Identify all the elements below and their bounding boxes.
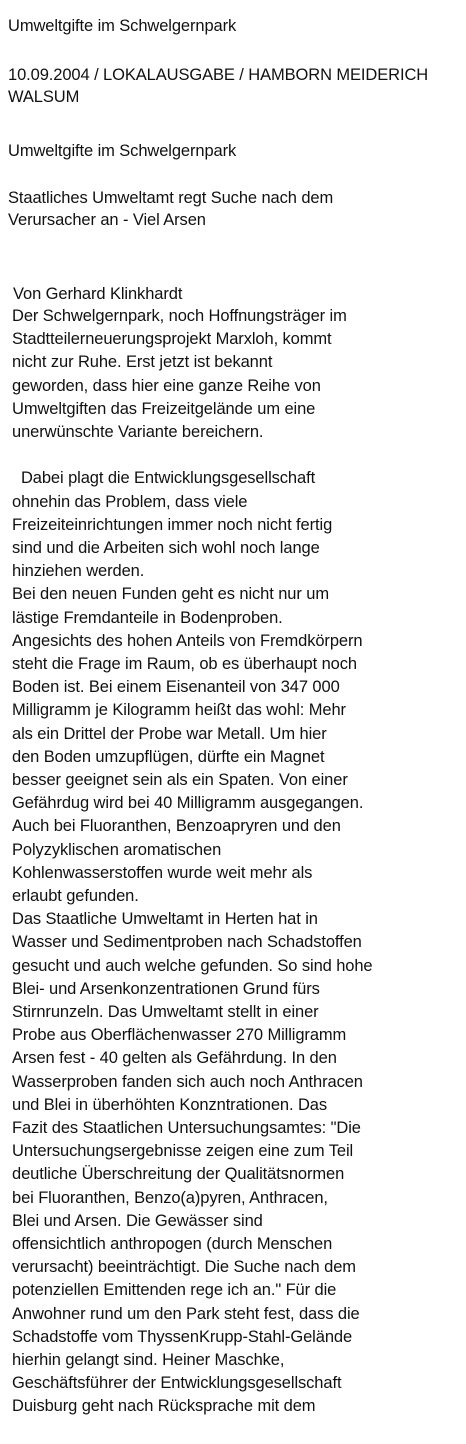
byline: Von Gerhard Klinkhardt <box>13 285 183 303</box>
article-body-line: Auch bei Fluoranthen, Benzoapryren und den <box>12 817 341 836</box>
article-body-line: Blei und Arsen. Die Gewässer sind <box>12 1211 263 1230</box>
article-body-line: nicht zur Ruhe. Erst jetzt ist bekannt <box>12 353 273 372</box>
article-body-line: Stirnrunzeln. Das Umweltamt stellt in einer <box>12 1003 319 1021</box>
article-body-line: als ein Drittel der Probe war Metall. Um hier <box>12 724 327 743</box>
article-body-line: Untersuchungsergebnisse zeigen eine zum Teil <box>12 1142 354 1161</box>
article-body-line: hierhin gelangt sind. Heiner Maschke, <box>12 1351 285 1369</box>
article-body-line: den Boden umzupflügen, dürfte ein Magnet <box>12 747 325 766</box>
article-body-line: Der Schwelgernpark, noch Hoffnungsträger im <box>12 307 347 325</box>
article-body-line: und Blei in überhöhten Konzntrationen. Das <box>12 1095 328 1114</box>
article-body-line: Dabei plagt die Entwicklungsgesellschaft <box>12 469 316 488</box>
article-body-line: Boden ist. Bei einem Eisenanteil von 347 000 <box>12 678 340 697</box>
article-body-line: besser geeignet sein als ein Spaten. Von einer <box>12 771 348 789</box>
article-subhead: Staatliches Umweltamt regt Suche nach dem <box>8 189 334 207</box>
article-body-line: lästige Fremdanteile in Bodenproben. <box>12 608 283 627</box>
article-body-line: erlaubt gefunden. <box>12 887 139 905</box>
article-body-line: Freizeiteinrichtungen immer noch nicht fertig <box>12 515 333 534</box>
article-body-line: Das Staatliche Umweltamt in Herten hat in <box>12 910 318 929</box>
document-title: Umweltgifte im Schwelgernpark <box>8 17 237 35</box>
article-body-line: Umweltgiften das Freizeitgelände um eine <box>12 399 316 418</box>
article-body-line: sind und die Arbeiten sich wohl noch lange <box>12 539 320 557</box>
dateline-continuation: WALSUM <box>8 88 80 106</box>
article-body-line: Bei den neuen Funden geht es nicht nur um <box>12 585 329 604</box>
article-body-line: Blei- und Arsenkonzentrationen Grund fürs <box>12 979 320 998</box>
article-body-line: Schadstoffe vom ThyssenKrupp-Stahl-Gelände <box>12 1327 353 1346</box>
article-body-line: deutliche Überschreitung der Qualitätsnormen <box>12 1165 345 1184</box>
article-body-line: offensichtlich anthropogen (durch Menschen <box>12 1235 333 1253</box>
article-body-line: Kohlenwasserstoffen wurde weit mehr als <box>12 863 313 882</box>
article-body-line: Fazit des Staatlichen Untersuchungsamtes: "Die <box>12 1119 361 1137</box>
article-headline: Umweltgifte im Schwelgernpark <box>8 142 237 160</box>
article-body-line: Wasser und Sedimentproben nach Schadstoffen <box>12 933 362 952</box>
article-body-line: Angesichts des hohen Anteils von Fremdkörpern <box>12 631 363 650</box>
article-body-line: Geschäftsführer der Entwicklungsgesellschaft <box>12 1374 342 1393</box>
article-body-line: Wasserproben fanden sich auch noch Anthracen <box>12 1072 363 1091</box>
article-body-line: potenziellen Emittenden rege ich an." Für die <box>12 1281 337 1300</box>
article-body-line: unerwünschte Variante bereichern. <box>12 423 264 441</box>
article-body-line: hinziehen werden. <box>12 562 145 581</box>
article-body-line: Arsen fest - 40 gelten als Gefährdung. In den <box>12 1049 337 1068</box>
article-body-line: bei Fluoranthen, Benzo(a)pyren, Anthracen, <box>12 1188 328 1207</box>
article-body-line: Duisburg geht nach Rücksprache mit dem <box>12 1397 316 1416</box>
article-body-line: verursacht) beeinträchtigt. Die Suche nach dem <box>12 1258 356 1277</box>
article-body-line: gesucht und auch welche gefunden. So sind hohe <box>12 956 373 975</box>
article-body-line: steht die Frage im Raum, ob es überhaupt noch <box>12 655 357 673</box>
article-subhead-continuation: Verursacher an - Viel Arsen <box>8 211 206 229</box>
dateline: 10.09.2004 / LOKALAUSGABE / HAMBORN MEIDERICH <box>8 66 429 84</box>
article-body-line: Stadtteilerneuerungsprojekt Marxloh, kommt <box>12 330 332 349</box>
article-body-line: Anwohner rund um den Park steht fest, dass die <box>12 1304 360 1323</box>
article-body-line: geworden, dass hier eine ganze Reihe von <box>12 376 321 395</box>
article-body-line: Milligramm je Kilogramm heißt das wohl: Mehr <box>12 701 346 720</box>
article-body-line: Gefährdug wird bei 40 Milligramm ausgegangen. <box>12 794 364 813</box>
article-body-line: Polyzyklischen aromatischen <box>12 840 222 859</box>
article-body-line: Probe aus Oberflächenwasser 270 Milligramm <box>12 1026 347 1045</box>
article-body-line: ohnehin das Problem, dass viele <box>12 492 248 511</box>
